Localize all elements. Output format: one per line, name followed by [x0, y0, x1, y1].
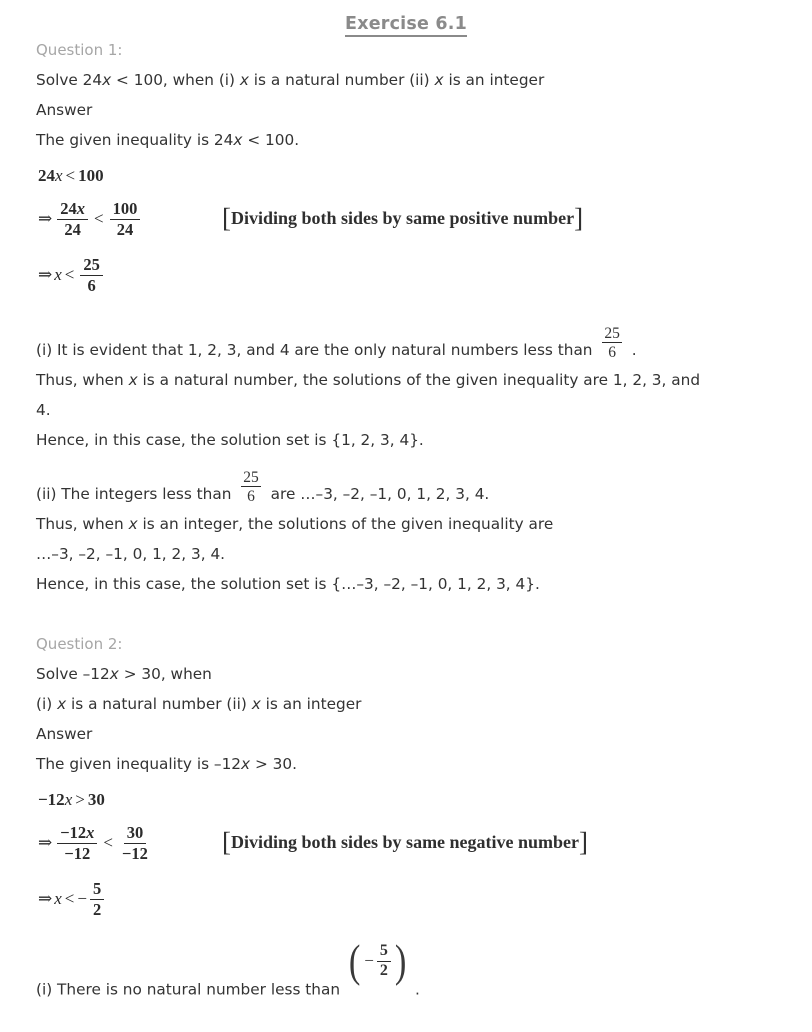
fraction-result [90, 880, 104, 918]
variable-x: x [54, 889, 62, 908]
variable-x: x [434, 71, 444, 89]
fraction-numerator: 25 [80, 256, 103, 275]
question-2-prompt-line-1 [36, 659, 772, 689]
fraction-rhs [119, 824, 151, 862]
variable-x: x [109, 665, 119, 683]
fraction-numerator: 5 [90, 880, 104, 899]
prompt-text-d: is an integer [443, 71, 545, 89]
fraction-numerator: 5 [377, 943, 391, 962]
prompt-text-a: Solve 24 [36, 71, 103, 89]
question-separator [0, 599, 812, 629]
fraction-result [80, 256, 103, 294]
fraction-denominator: 2 [379, 961, 388, 979]
fraction-denominator: 24 [64, 219, 81, 239]
given-text-a: The given inequality is 24 [36, 131, 234, 149]
result-line [36, 365, 772, 395]
result-line [36, 935, 772, 1004]
result-text-post: are …–3, –2, –1, 0, 1, 2, 3, 4. [265, 485, 490, 503]
implies-arrow-icon: ⇒ [38, 833, 53, 852]
variable-x: x [57, 695, 67, 713]
question-1-answer-label: Answer [36, 101, 93, 119]
question-2-label: Question 2: [36, 635, 123, 653]
question-1-label: Question 1: [36, 41, 123, 59]
result-line [36, 325, 772, 365]
math-line-3 [38, 873, 812, 925]
relation-operator: > [75, 790, 85, 809]
prompt-text-b: > 30, when [118, 665, 212, 683]
parenthesised-fraction: ( − $\frac{5}{2}$ ) [348, 935, 407, 987]
result-text-post: . [626, 341, 637, 359]
fraction-denominator: 6 [87, 275, 96, 295]
question-2-math-block [38, 787, 812, 925]
implies-arrow-icon: ⇒ [38, 209, 53, 228]
variable-x: x [64, 790, 73, 809]
result-line: 4. [36, 401, 51, 419]
variable-x: x [128, 371, 138, 389]
question-1-math-note [222, 203, 584, 233]
result-text: (i) There is no natural number less than [36, 980, 345, 999]
variable-x: x [241, 755, 251, 773]
question-block-2 [0, 629, 812, 1004]
math-line-3 [38, 249, 812, 301]
fraction-denominator: 2 [92, 899, 102, 919]
note-text: Dividing both sides by same negative number [231, 832, 580, 852]
bracket-close: ] [579, 827, 589, 857]
coefficient: 24 [38, 166, 55, 185]
given-text-b: > 30. [250, 755, 297, 773]
result-text-post: is a natural number, the solutions of the given inequality are 1, 2, 3, and [137, 371, 701, 389]
implies-arrow-icon: ⇒ [38, 889, 53, 908]
prompt-text-c: is an integer [260, 695, 362, 713]
relation-operator: < [64, 889, 75, 908]
inline-fraction: $\frac{25}{6}$ [243, 469, 259, 505]
relation-operator: < [94, 209, 104, 228]
fraction-numerator: 30 [124, 824, 147, 843]
negative-sign: − [364, 951, 374, 971]
variable-x: x [239, 71, 249, 89]
bracket-open: [ [222, 827, 231, 857]
bracket-close: ] [574, 203, 584, 233]
result-text: Thus, when [36, 515, 129, 533]
prompt-text-b: is a natural number (ii) [66, 695, 252, 713]
result-line: …–3, –2, –1, 0, 1, 2, 3, 4. [36, 545, 226, 563]
bracket-open: [ [222, 203, 231, 233]
math-line-1 [38, 163, 812, 189]
page-title [0, 0, 812, 35]
fraction-numerator: 25 [243, 469, 259, 486]
question-block-1 [0, 35, 812, 599]
variable-x: x [55, 166, 63, 185]
fraction-denominator: −12 [64, 843, 91, 863]
fraction-denominator: −12 [122, 843, 148, 863]
result-text: (i) It is evident that 1, 2, 3, and 4 are the only natural numbers less than [36, 341, 598, 359]
fraction-numerator: 100 [110, 200, 141, 219]
math-block-1-spacer [0, 301, 812, 335]
result-text-post: is an integer, the solutions of the given inequality are [137, 515, 554, 533]
question-1-math-block [38, 163, 812, 301]
given-text-b: < 100. [242, 131, 300, 149]
prompt-text-b: < 100, when (i) [111, 71, 240, 89]
note-text: Dividing both sides by same positive number [231, 208, 575, 228]
result-line [36, 469, 772, 509]
result-text: Thus, when [36, 371, 129, 389]
variable-x: x [128, 515, 138, 533]
negative-sign: − [77, 889, 87, 908]
math-line-1 [38, 787, 812, 813]
given-text-a: The given inequality is –12 [36, 755, 242, 773]
prompt-text-c: is a natural number (ii) [248, 71, 435, 89]
inline-fraction: $\frac{25}{6}$ [604, 325, 620, 361]
result-text: (ii) The integers less than [36, 485, 237, 503]
fraction-numerator: 24x [57, 200, 88, 219]
question-1-given [36, 125, 772, 155]
question-1-prompt [36, 65, 772, 95]
result-line: Hence, in this case, the solution set is {…–3, –2, –1, 0, 1, 2, 3, 4}. [36, 575, 540, 593]
relation-operator: < [103, 833, 113, 852]
variable-x: x [251, 695, 261, 713]
question-2-math-note [222, 827, 589, 857]
prompt-text-a: (i) [36, 695, 58, 713]
relation-operator: < [65, 166, 76, 185]
result-line [36, 509, 772, 539]
result-spacer [0, 455, 812, 479]
fraction-numerator: −12x [57, 824, 97, 843]
fraction-rhs [110, 200, 141, 238]
coefficient: −12 [38, 790, 65, 809]
right-hand-side: 100 [78, 166, 104, 185]
fraction-result [377, 943, 391, 980]
question-2-prompt-line-2 [36, 689, 772, 719]
variable-x: x [102, 71, 112, 89]
result-line: Hence, in this case, the solution set is {1, 2, 3, 4}. [36, 431, 424, 449]
variable-x: x [233, 131, 243, 149]
fraction-denominator: 24 [116, 219, 134, 239]
fraction-numerator: 25 [604, 325, 620, 342]
question-2-answer-label: Answer [36, 725, 93, 743]
fraction-lhs [57, 200, 88, 238]
page-title-text: Exercise 6.1 [345, 14, 467, 37]
fraction-lhs [57, 824, 97, 862]
prompt-text-a: Solve –12 [36, 665, 110, 683]
right-hand-side: 30 [87, 790, 105, 809]
question-2-given [36, 749, 772, 779]
implies-arrow-icon: ⇒ [38, 265, 53, 284]
relation-operator: < [64, 265, 75, 284]
variable-x: x [54, 265, 62, 284]
result-text-post: . [410, 980, 420, 999]
